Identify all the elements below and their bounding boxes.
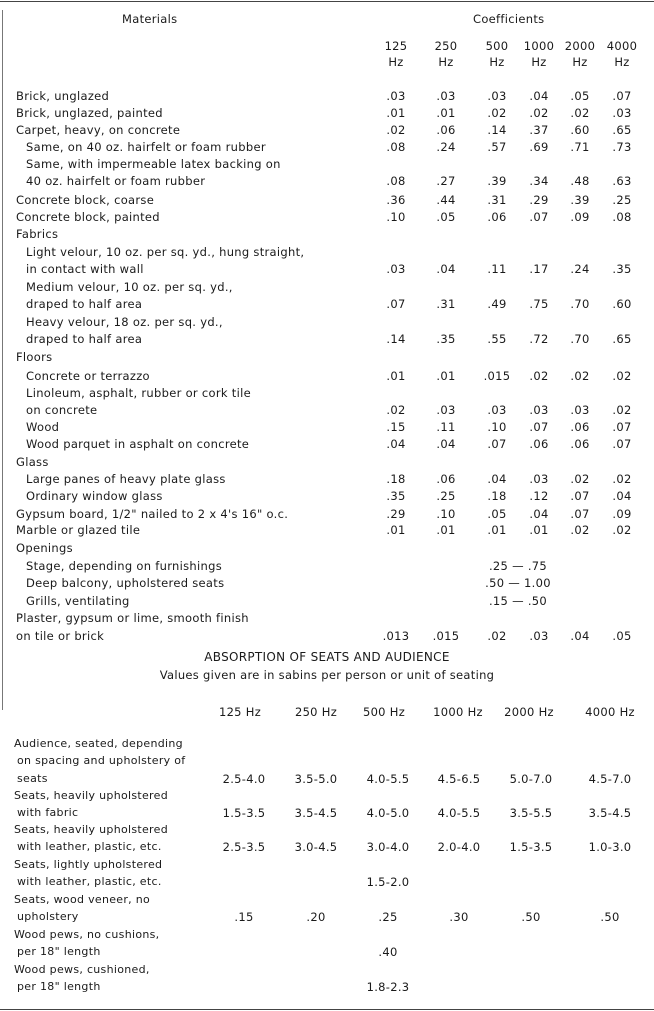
coefficient-value: .01 [436, 106, 456, 120]
coefficient-value: .44 [436, 193, 456, 207]
coefficient-value: .63 [612, 174, 632, 188]
coefficient-value: .03 [529, 472, 549, 486]
material-label: Glass [16, 455, 49, 469]
material-label: Ordinary window glass [26, 489, 163, 503]
seating-label: Seats, wood veneer, no [14, 893, 151, 906]
material-label: Floors [16, 350, 53, 364]
left-edge-line [2, 10, 3, 710]
coefficient-value: .07 [612, 420, 632, 434]
seats-frequency-header: 250 Hz [294, 705, 338, 719]
coefficient-value: .05 [570, 89, 590, 103]
frequency-header: 4000 [606, 39, 638, 53]
material-label: Openings [16, 541, 73, 555]
coefficient-value: .18 [487, 489, 507, 503]
material-label: 40 oz. hairfelt or foam rubber [26, 174, 206, 188]
coefficient-value: .10 [436, 507, 456, 521]
frequency-header: 250 [434, 39, 458, 53]
coefficient-value: .24 [570, 262, 590, 276]
coefficient-value: .06 [436, 123, 456, 137]
absorption-value: 4.0-5.5 [437, 806, 481, 821]
coefficient-value: .08 [612, 210, 632, 224]
coefficient-value: .17 [529, 262, 549, 276]
coefficient-value: .07 [487, 437, 507, 451]
material-label: Same, on 40 oz. hairfelt or foam rubber [26, 140, 266, 154]
frequency-header: 125 [384, 39, 408, 53]
material-label: Concrete block, painted [16, 210, 160, 224]
material-label: Large panes of heavy plate glass [26, 472, 226, 486]
absorption-value: 1.0-3.0 [588, 840, 632, 855]
absorption-value: 3.0-4.0 [366, 840, 410, 855]
absorption-value: .40 [378, 945, 398, 960]
material-label: Same, with impermeable latex backing on [26, 157, 281, 171]
seating-label: seats [17, 771, 48, 785]
coefficient-value: .02 [612, 472, 632, 486]
coefficient-value: .65 [612, 332, 632, 346]
coefficient-value: .39 [570, 193, 590, 207]
coefficient-value: .07 [529, 420, 549, 434]
coefficient-value: .36 [386, 193, 406, 207]
coefficient-value: .01 [529, 523, 549, 537]
absorption-value: 5.0-7.0 [509, 771, 553, 786]
coefficient-value: .03 [570, 403, 590, 417]
absorption-value: 3.0-4.5 [294, 840, 338, 855]
seats-frequency-header: 2000 Hz [504, 705, 554, 719]
coefficient-value: .04 [570, 629, 590, 643]
coefficient-value: .10 [487, 420, 507, 434]
coefficient-value: .69 [529, 140, 549, 154]
seating-label: upholstery [17, 910, 79, 924]
material-label: Plaster, gypsum or lime, smooth finish [16, 611, 249, 625]
coefficient-value: .48 [570, 174, 590, 188]
coefficient-value: .015 [483, 369, 511, 383]
coefficient-value: .12 [529, 489, 549, 503]
material-label: Medium velour, 10 oz. per sq. yd., [26, 280, 233, 294]
coefficient-value: .02 [386, 403, 406, 417]
coefficient-value: .02 [529, 369, 549, 383]
material-label: on concrete [26, 403, 98, 417]
coefficient-value: .015 [432, 629, 460, 643]
coefficient-value: .08 [386, 174, 406, 188]
material-label: Grills, ventilating [26, 594, 130, 608]
coefficients-header: Coefficients [473, 12, 545, 26]
coefficient-value: .49 [487, 297, 507, 311]
coefficient-value: .04 [612, 489, 632, 503]
frequency-unit: Hz [438, 55, 454, 69]
absorption-value: 4.0-5.5 [366, 771, 410, 786]
coefficient-value: .02 [386, 123, 406, 137]
frequency-unit: Hz [388, 55, 404, 69]
coefficient-value: .29 [529, 193, 549, 207]
seats-frequency-header: 500 Hz [362, 705, 406, 719]
coefficient-value: .25 [612, 193, 632, 207]
seating-label: with fabric [17, 806, 79, 820]
absorption-value: 2.5-3.5 [222, 840, 266, 855]
material-label: Heavy velour, 18 oz. per sq. yd., [26, 315, 223, 329]
coefficient-value: .02 [487, 629, 507, 643]
seats-frequency-header: 4000 Hz [585, 705, 635, 719]
coefficient-value: .14 [386, 332, 406, 346]
coefficient-value: .37 [529, 123, 549, 137]
coefficient-value: .02 [570, 369, 590, 383]
coefficient-value: .05 [487, 507, 507, 521]
coefficient-range: .15 — .50 [488, 594, 548, 608]
coefficient-value: .04 [529, 507, 549, 521]
material-label: Wood [26, 420, 60, 434]
coefficient-value: .01 [436, 369, 456, 383]
frequency-header: 1000 [523, 39, 555, 53]
coefficient-value: .02 [529, 106, 549, 120]
material-label: draped to half area [26, 332, 143, 346]
coefficient-value: .35 [386, 489, 406, 503]
coefficient-value: .02 [570, 523, 590, 537]
coefficient-value: .75 [529, 297, 549, 311]
coefficient-value: .02 [570, 106, 590, 120]
absorption-value: 1.5-3.5 [222, 806, 266, 821]
coefficient-value: .09 [570, 210, 590, 224]
material-label: Brick, unglazed, painted [16, 106, 163, 120]
absorption-value: 3.5-5.0 [294, 771, 338, 786]
seating-label: on spacing and upholstery of [17, 754, 186, 768]
coefficient-value: .06 [529, 437, 549, 451]
coefficient-value: .14 [487, 123, 507, 137]
material-label: Marble or glazed tile [16, 523, 141, 537]
absorption-value: .15 [234, 910, 254, 925]
coefficient-value: .27 [436, 174, 456, 188]
coefficient-value: .24 [436, 140, 456, 154]
coefficient-value: .04 [529, 89, 549, 103]
material-label: Deep balcony, upholstered seats [26, 576, 225, 590]
seating-label: Wood pews, no cushions, [14, 928, 160, 941]
coefficient-value: .35 [612, 262, 632, 276]
coefficient-value: .01 [386, 106, 406, 120]
coefficient-value: .03 [487, 89, 507, 103]
coefficient-value: .01 [487, 523, 507, 537]
absorption-value: .30 [449, 910, 469, 925]
absorption-value: 4.5-6.5 [437, 771, 481, 786]
absorption-value: 1.5-2.0 [366, 875, 410, 890]
coefficient-value: .04 [386, 437, 406, 451]
coefficient-value: .55 [487, 332, 507, 346]
coefficient-value: .05 [436, 210, 456, 224]
coefficient-value: .70 [570, 332, 590, 346]
materials-header: Materials [122, 12, 178, 26]
coefficient-value: .60 [570, 123, 590, 137]
coefficient-value: .01 [436, 523, 456, 537]
coefficient-value: .60 [612, 297, 632, 311]
seating-label: Seats, heavily upholstered [14, 789, 168, 802]
coefficient-value: .35 [436, 332, 456, 346]
frequency-header: 2000 [564, 39, 596, 53]
coefficient-value: .34 [529, 174, 549, 188]
coefficient-value: .39 [487, 174, 507, 188]
frequency-unit: Hz [614, 55, 630, 69]
material-label: in contact with wall [26, 262, 144, 276]
coefficient-value: .03 [529, 403, 549, 417]
coefficient-value: .08 [386, 140, 406, 154]
coefficient-value: .07 [386, 297, 406, 311]
coefficient-value: .71 [570, 140, 590, 154]
absorption-value: 3.5-4.5 [588, 806, 632, 821]
coefficient-value: .06 [436, 472, 456, 486]
frequency-unit: Hz [531, 55, 547, 69]
coefficient-value: .25 [436, 489, 456, 503]
absorption-value: 1.8-2.3 [366, 980, 410, 995]
coefficient-value: .10 [386, 210, 406, 224]
material-label: Stage, depending on furnishings [26, 559, 223, 573]
coefficient-value: .57 [487, 140, 507, 154]
seating-label: Audience, seated, depending [14, 737, 183, 750]
seating-label: per 18" length [17, 945, 101, 959]
frequency-unit: Hz [489, 55, 505, 69]
coefficient-value: .01 [386, 523, 406, 537]
seats-frequency-header: 1000 Hz [433, 705, 483, 719]
coefficient-value: .03 [436, 403, 456, 417]
material-label: Wood parquet in asphalt on concrete [26, 437, 250, 451]
frequency-header: 500 [485, 39, 509, 53]
coefficient-value: .03 [386, 262, 406, 276]
absorption-value: .50 [600, 910, 620, 925]
coefficient-value: .013 [382, 629, 410, 643]
seating-label: with leather, plastic, etc. [17, 875, 162, 889]
coefficient-value: .03 [436, 89, 456, 103]
material-label: draped to half area [26, 297, 143, 311]
top-rule [0, 1, 654, 2]
coefficient-range: .50 — 1.00 [485, 576, 551, 590]
coefficient-value: .02 [487, 106, 507, 120]
coefficient-value: .02 [612, 369, 632, 383]
coefficient-value: .73 [612, 140, 632, 154]
coefficient-value: .70 [570, 297, 590, 311]
coefficient-value: .02 [570, 472, 590, 486]
coefficient-value: .02 [612, 403, 632, 417]
absorption-value: .20 [306, 910, 326, 925]
coefficient-value: .15 [386, 420, 406, 434]
coefficient-value: .07 [570, 507, 590, 521]
coefficient-value: .06 [487, 210, 507, 224]
absorption-value: 3.5-5.5 [509, 806, 553, 821]
coefficient-value: .07 [529, 210, 549, 224]
coefficient-value: .09 [612, 507, 632, 521]
seating-label: Seats, lightly upholstered [14, 858, 163, 871]
material-label: Brick, unglazed [16, 89, 110, 103]
absorption-value: .25 [378, 910, 398, 925]
coefficient-value: .29 [386, 507, 406, 521]
seating-label: Seats, heavily upholstered [14, 823, 168, 836]
coefficient-value: .31 [487, 193, 507, 207]
coefficient-value: .01 [386, 369, 406, 383]
material-label: Fabrics [16, 227, 59, 241]
seating-label: with leather, plastic, etc. [17, 840, 162, 854]
coefficient-value: .03 [529, 629, 549, 643]
absorption-value: 2.5-4.0 [222, 771, 266, 786]
coefficient-value: .06 [570, 437, 590, 451]
material-label: Concrete or terrazzo [26, 369, 150, 383]
coefficient-value: .18 [386, 472, 406, 486]
seats-frequency-header: 125 Hz [218, 705, 262, 719]
seating-label: Wood pews, cushioned, [14, 963, 150, 976]
coefficient-value: .02 [612, 523, 632, 537]
coefficient-value: .03 [487, 403, 507, 417]
coefficient-value: .31 [436, 297, 456, 311]
coefficient-value: .11 [487, 262, 507, 276]
coefficient-value: .05 [612, 629, 632, 643]
coefficient-value: .11 [436, 420, 456, 434]
coefficient-value: .07 [612, 437, 632, 451]
coefficient-value: .72 [529, 332, 549, 346]
coefficient-range: .25 — .75 [488, 559, 548, 573]
absorption-value: 4.5-7.0 [588, 771, 632, 786]
absorption-value: 2.0-4.0 [437, 840, 481, 855]
coefficient-value: .65 [612, 123, 632, 137]
seating-label: per 18" length [17, 980, 101, 994]
coefficient-value: .04 [436, 437, 456, 451]
material-label: Concrete block, coarse [16, 193, 155, 207]
coefficient-value: .03 [386, 89, 406, 103]
absorption-value: 1.5-3.5 [509, 840, 553, 855]
seats-table-title: ABSORPTION OF SEATS AND AUDIENCE [204, 650, 450, 664]
absorption-value: 3.5-4.5 [294, 806, 338, 821]
material-label: Gypsum board, 1/2" nailed to 2 x 4's 16" o.c. [16, 507, 289, 521]
seats-table-subtitle: Values given are in sabins per person or unit of seating [159, 668, 495, 682]
coefficient-value: .07 [570, 489, 590, 503]
material-label: Light velour, 10 oz. per sq. yd., hung straight, [26, 245, 305, 259]
coefficient-value: .06 [570, 420, 590, 434]
coefficient-value: .07 [612, 89, 632, 103]
absorption-value: 4.0-5.0 [366, 806, 410, 821]
material-label: Linoleum, asphalt, rubber or cork tile [26, 386, 251, 400]
bottom-rule [0, 1009, 654, 1010]
material-label: Carpet, heavy, on concrete [16, 123, 181, 137]
absorption-value: .50 [521, 910, 541, 925]
coefficient-value: .04 [487, 472, 507, 486]
coefficient-value: .03 [612, 106, 632, 120]
material-label: on tile or brick [16, 629, 105, 643]
coefficient-value: .04 [436, 262, 456, 276]
frequency-unit: Hz [572, 55, 588, 69]
